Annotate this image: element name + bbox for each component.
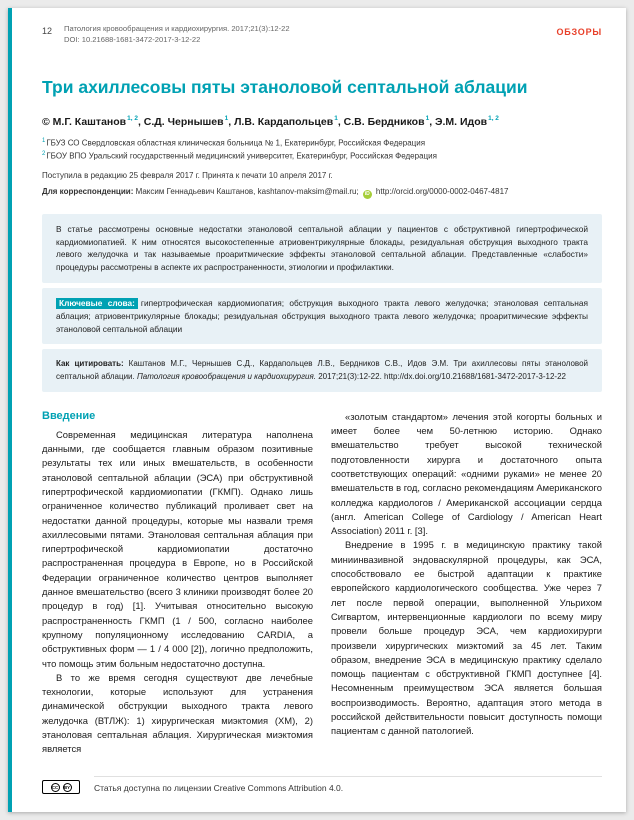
citation-journal-name: Патология кровообращения и кардиохирургия. — [136, 371, 316, 381]
author-affiliation-sup: 1 — [224, 115, 229, 122]
journal-citation-line: Патология кровообращения и кардиохирургия. 2017;21(3):12-22 — [64, 24, 290, 33]
affiliation: $^2$ГБОУ ВПО Уральский государственный медицинский университет, Екатеринбург, Российская Федерация — [42, 150, 437, 161]
citation-issue: 2017;21(3):12-22. — [318, 371, 382, 381]
section-label: ОБЗОРЫ — [556, 27, 602, 37]
article-body — [42, 410, 602, 757]
journal-info — [64, 24, 290, 45]
abstract-text: В статье рассмотрены основные недостатки этаноловой септальной аблации у пациентов с обструктивной гипертрофической кардиомиопатией. К ним относятся высокостепенные атриовентрикулярные блокады, резидуальная обструкция выходного тракта левого желудочка и так называемые проаритмические эффекты этаноловой септальной аблации. Представленные «слабости» процедуры рассмотрены в аспекте их распространенности, этиологии и профилактики. — [56, 223, 588, 273]
keywords-label: Ключевые слова: — [56, 298, 138, 309]
author-affiliation-sup: 1 — [334, 115, 338, 122]
body-paragraph: «золотым стандартом» лечения этой когорты больных и имеет более чем 50-летнюю историю. Однако вмешательство требует высокой технической подготовленности хирурга и достаточного опыта соответствующих операций: «одними руками» не менее 20 вмешательств в год, согласно рекомендациям Американского колледжа кардиологов / Американской ассоциации сердца (англ. American College of Cardiology / American Heart Association) 2011 г. [3]. — [331, 410, 602, 537]
authors-line — [42, 115, 602, 128]
correspondence-separator: ; — [356, 186, 359, 196]
author-affiliation-sup: 1, 2 — [127, 115, 138, 122]
how-to-cite-block — [42, 349, 602, 391]
left-column — [42, 410, 313, 757]
received-accepted-line: Поступила в редакцию 25 февраля 2017 г. Принята к печати 10 апреля 2017 г. — [42, 170, 333, 180]
abstract-block — [42, 214, 602, 283]
author-affiliation-sup: 1, 2 — [488, 115, 499, 122]
author: © М.Г. Каштанов$^{1, 2}$ — [42, 115, 138, 128]
correspondence-label: Для корреспонденции: — [42, 186, 134, 196]
correspondence-name: Максим Геннадьевич Каштанов, — [135, 186, 256, 196]
affiliation-number: 1 — [42, 137, 46, 144]
citation-label: Как цитировать: — [56, 359, 124, 369]
affiliation-number: 2 — [42, 150, 46, 157]
orcid-link[interactable]: http://orcid.org/0000-0002-0467-4817 — [375, 186, 509, 196]
body-paragraph: Современная медицинская литература наполнена данными, где сообщается главным образом позитивные результаты тех или иных вмешательств, в особенности этаноловой септальной аблации (ЭСА) при обструктивной гипертрофической кардиомиопатии (ГКМП). Однако лишь ограниченное количество публикаций проливает свет на недостатки данной процедуры, которые мы назвали тремя ахиллесовыми пятами. Этаноловая септальная аблация при гипертрофической кардиомиопатии достаточно распространенная процедура в Европе, но в Российской Федерации ограниченное количество центров выполняет данное вмешательство (всего 3 клиники производят более 20 процедур в год) [1]. Учитывая относительно высокую распространенность ГКМП (1 / 500, согласно наиболее крупному популяционному исследованию CARDIA, а обструктивных форм — 1 / 4 000 [2]), логично предположить, что помощь этим больным недостаточно доступна. — [42, 428, 313, 669]
body-paragraph: В то же время сегодня существуют две лечебные технологии, которые используют для устранения динамической обструкции выходного тракта левого желудочка (ВТЛЖ): 1) хирургическая миэктомия (ХМ), 2) этаноловая септальная аблация. Хирургическая миэктомия является — [42, 671, 313, 755]
section-heading-introduction: Введение — [42, 409, 96, 422]
doi-line: DOI: 10.21688-1681-3472-2017-3-12-22 — [64, 34, 201, 44]
orcid-icon: iD — [364, 190, 370, 197]
correspondence-line — [42, 187, 602, 199]
license-text: Статья доступна по лицензии Creative Commons Attribution 4.0. — [94, 776, 602, 798]
author: , Л.В. Кардапольцев$^1$ — [228, 115, 338, 128]
affiliation: $^1$ГБУЗ СО Свердловская областная клиническая больница № 1, Екатеринбург, Российская Федерация — [42, 137, 426, 148]
article-card — [8, 8, 626, 812]
cc-icon: CC — [51, 784, 59, 790]
journal-header — [42, 24, 602, 45]
accent-strip — [8, 8, 12, 812]
by-person-icon: BY — [64, 784, 70, 790]
email-link[interactable]: kashtanov-maksim@mail.ru — [257, 186, 357, 196]
page-number: 12 — [42, 26, 53, 36]
cc-by-badge — [42, 780, 80, 794]
author: , С.Д. Чернышев$^1$ — [137, 115, 229, 128]
right-column — [331, 410, 602, 757]
author: , Э.М. Идов$^{1, 2}$ — [429, 115, 499, 128]
author: , С.В. Бердников$^1$ — [337, 115, 430, 128]
keywords-block — [42, 288, 602, 344]
keywords-text: гипертрофическая кардиомиопатия; обструкция выходного тракта левого желудочка; этаноловая септальная аблация; атриовентрикулярные блокады; резидуальная обструкция выходного тракта левого желудочка; проаритмические эффекты этаноловой септальной аблации — [56, 298, 588, 334]
body-paragraph: Внедрение в 1995 г. в медицинскую практику такой миниинвазивной эндоваскулярной процедуры, как ЭСА, способствовало ее быстрой адаптации к практике европейского кардиологического сообщества. Уже через 7 лет после первой операции, выполненной Ульрихом Сигвартом, интервенционные кардиологи по всему миру провели больше процедур ЭСА, чем кардиохирурги произвели хирургических миэктомий за 45 лет. Таким образом, внедрение ЭСА в медицинскую практику сделало помощь пациентам с обструктивной ГКМП доступнее [4]. Несомненным преимуществом ЭСА является большая воспроизводимость. Вероятно, адаптация этого метода в российской действительности повысит доступность помощи пациентам с данной патологией. — [331, 539, 602, 737]
article-title: Три ахиллесовы пяты этаноловой септальной аблации — [42, 77, 528, 97]
author-affiliation-sup: 1 — [425, 115, 430, 122]
citation-authors-title: Каштанов М.Г., Чернышев С.Д., Кардапольцев Л.В., Бердников С.В., Идов Э.М. Три ахиллесовы пяты этаноловой септальной аблации. — [56, 359, 588, 381]
license-footer — [42, 776, 602, 798]
citation-doi-link[interactable]: http://dx.doi.org/10.21688/1681-3472-2017-3-12-22 — [384, 371, 566, 381]
affiliations — [42, 136, 602, 162]
